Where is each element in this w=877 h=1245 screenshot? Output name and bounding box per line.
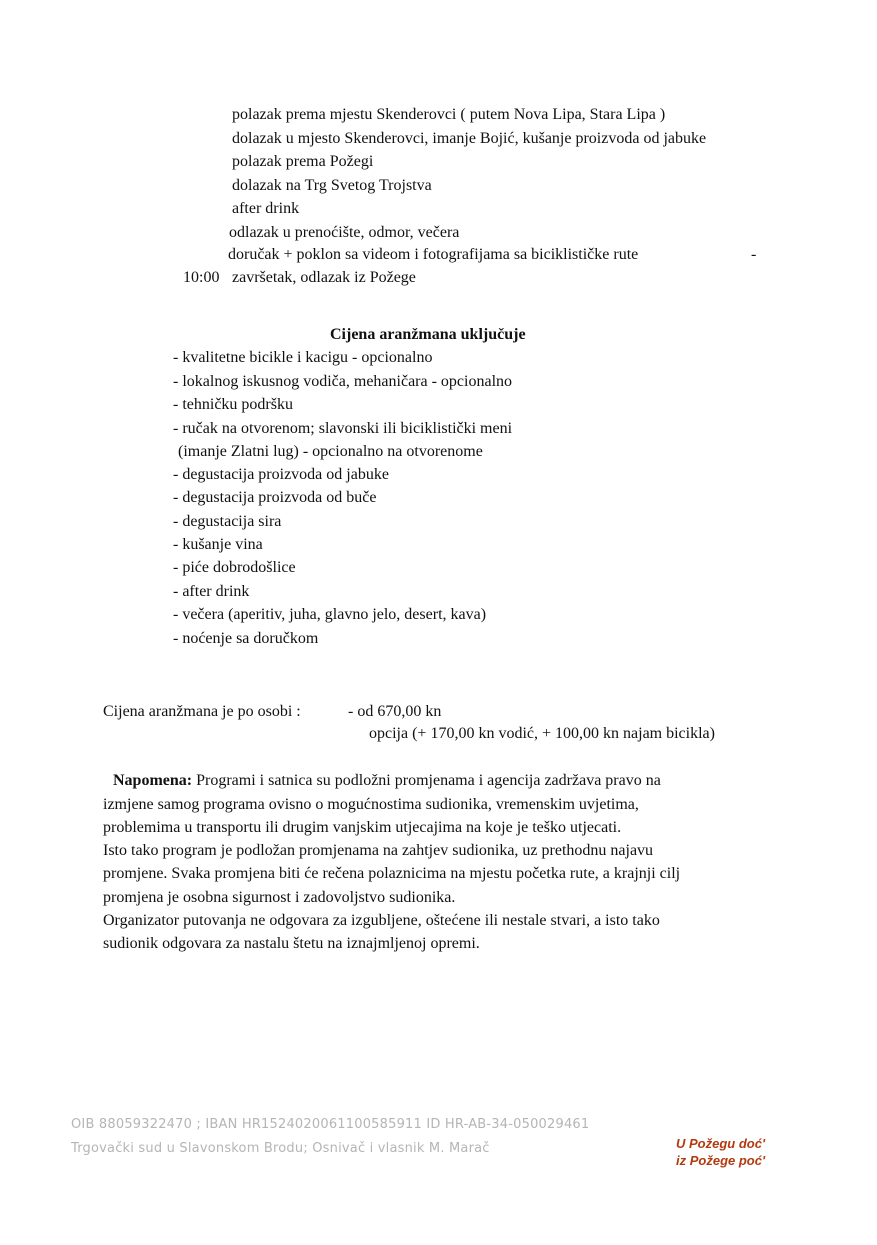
- slogan-line-1: U Požegu doć': [676, 1136, 766, 1151]
- price-label: Cijena aranžmana je po osobi :: [103, 703, 301, 720]
- price-value: - od 670,00 kn: [348, 703, 442, 720]
- itinerary-item: dolazak na Trg Svetog Trojstva: [232, 177, 432, 194]
- includes-item: - noćenje sa doručkom: [173, 630, 319, 647]
- note-line: promjene. Svaka promjena biti će rečena polaznicima na mjestu početka rute, a krajnji cilj: [103, 865, 681, 882]
- slogan-line-2: iz Požege poć': [676, 1153, 766, 1168]
- footer-court: Trgovački sud u Slavonskom Brodu; Osnivač i vlasnik M. Marač: [71, 1141, 490, 1156]
- note-line: Organizator putovanja ne odgovara za izgubljene, oštećene ili nestale stvari, a isto tako: [103, 912, 660, 929]
- price-option: opcija (+ 170,00 kn vodić, + 100,00 kn najam bicikla): [369, 725, 715, 742]
- itinerary-dash: -: [751, 246, 757, 263]
- itinerary-time: 10:00: [183, 269, 220, 286]
- note-line: problemima u transportu ili drugim vanjskim utjecajima na koje je teško utjecati.: [103, 819, 622, 836]
- itinerary-item: polazak prema mjestu Skenderovci ( putem Nova Lipa, Stara Lipa ): [232, 106, 666, 123]
- itinerary-item: polazak prema Požegi: [232, 153, 374, 170]
- includes-item: - ručak na otvorenom; slavonski ili biciklistički meni: [173, 420, 513, 437]
- includes-item: - degustacija sira: [173, 513, 282, 530]
- note-line: izmjene samog programa ovisno o mogućnostima sudionika, vremenskim uvjetima,: [103, 796, 639, 813]
- footer-registration: OIB 88059322470 ; IBAN HR1524020061100585911 ID HR-AB-34-050029461: [71, 1117, 590, 1132]
- includes-item: - after drink: [173, 583, 250, 600]
- includes-item: (imanje Zlatni lug) - opcionalno na otvorenome: [178, 443, 483, 460]
- itinerary-item: after drink: [232, 200, 300, 217]
- includes-title: Cijena aranžmana uključuje: [330, 326, 526, 343]
- itinerary-item: odlazak u prenoćište, odmor, večera: [229, 224, 460, 241]
- includes-item: - piće dobrodošlice: [173, 559, 296, 576]
- includes-item: - tehničku podršku: [173, 396, 293, 413]
- note-line: Isto tako program je podložan promjenama na zahtjev sudionika, uz prethodnu najavu: [103, 842, 654, 859]
- note-first-line: [113, 771, 661, 791]
- note-line: sudionik odgovara za nastalu štetu na iznajmljenoj opremi.: [103, 935, 480, 952]
- note-label: Napomena:: [113, 772, 193, 789]
- includes-item: - večera (aperitiv, juha, glavno jelo, desert, kava): [173, 606, 487, 623]
- includes-item: - kušanje vina: [173, 536, 263, 553]
- itinerary-item: doručak + poklon sa videom i fotografijama sa biciklističke rute: [228, 246, 639, 263]
- itinerary-item: završetak, odlazak iz Požege: [232, 269, 416, 286]
- note-line: promjena je osobna sigurnost i zadovoljstvo sudionika.: [103, 889, 456, 906]
- itinerary-item: dolazak u mjesto Skenderovci, imanje Bojić, kušanje proizvoda od jabuke: [232, 130, 707, 147]
- includes-item: - degustacija proizvoda od jabuke: [173, 466, 389, 483]
- includes-item: - kvalitetne bicikle i kacigu - opcionalno: [173, 349, 433, 366]
- note-text: Programi i satnica su podložni promjenama i agencija zadržava pravo na: [192, 772, 661, 789]
- includes-item: - degustacija proizvoda od buče: [173, 489, 377, 506]
- includes-item: - lokalnog iskusnog vodiča, mehaničara - opcionalno: [173, 373, 513, 390]
